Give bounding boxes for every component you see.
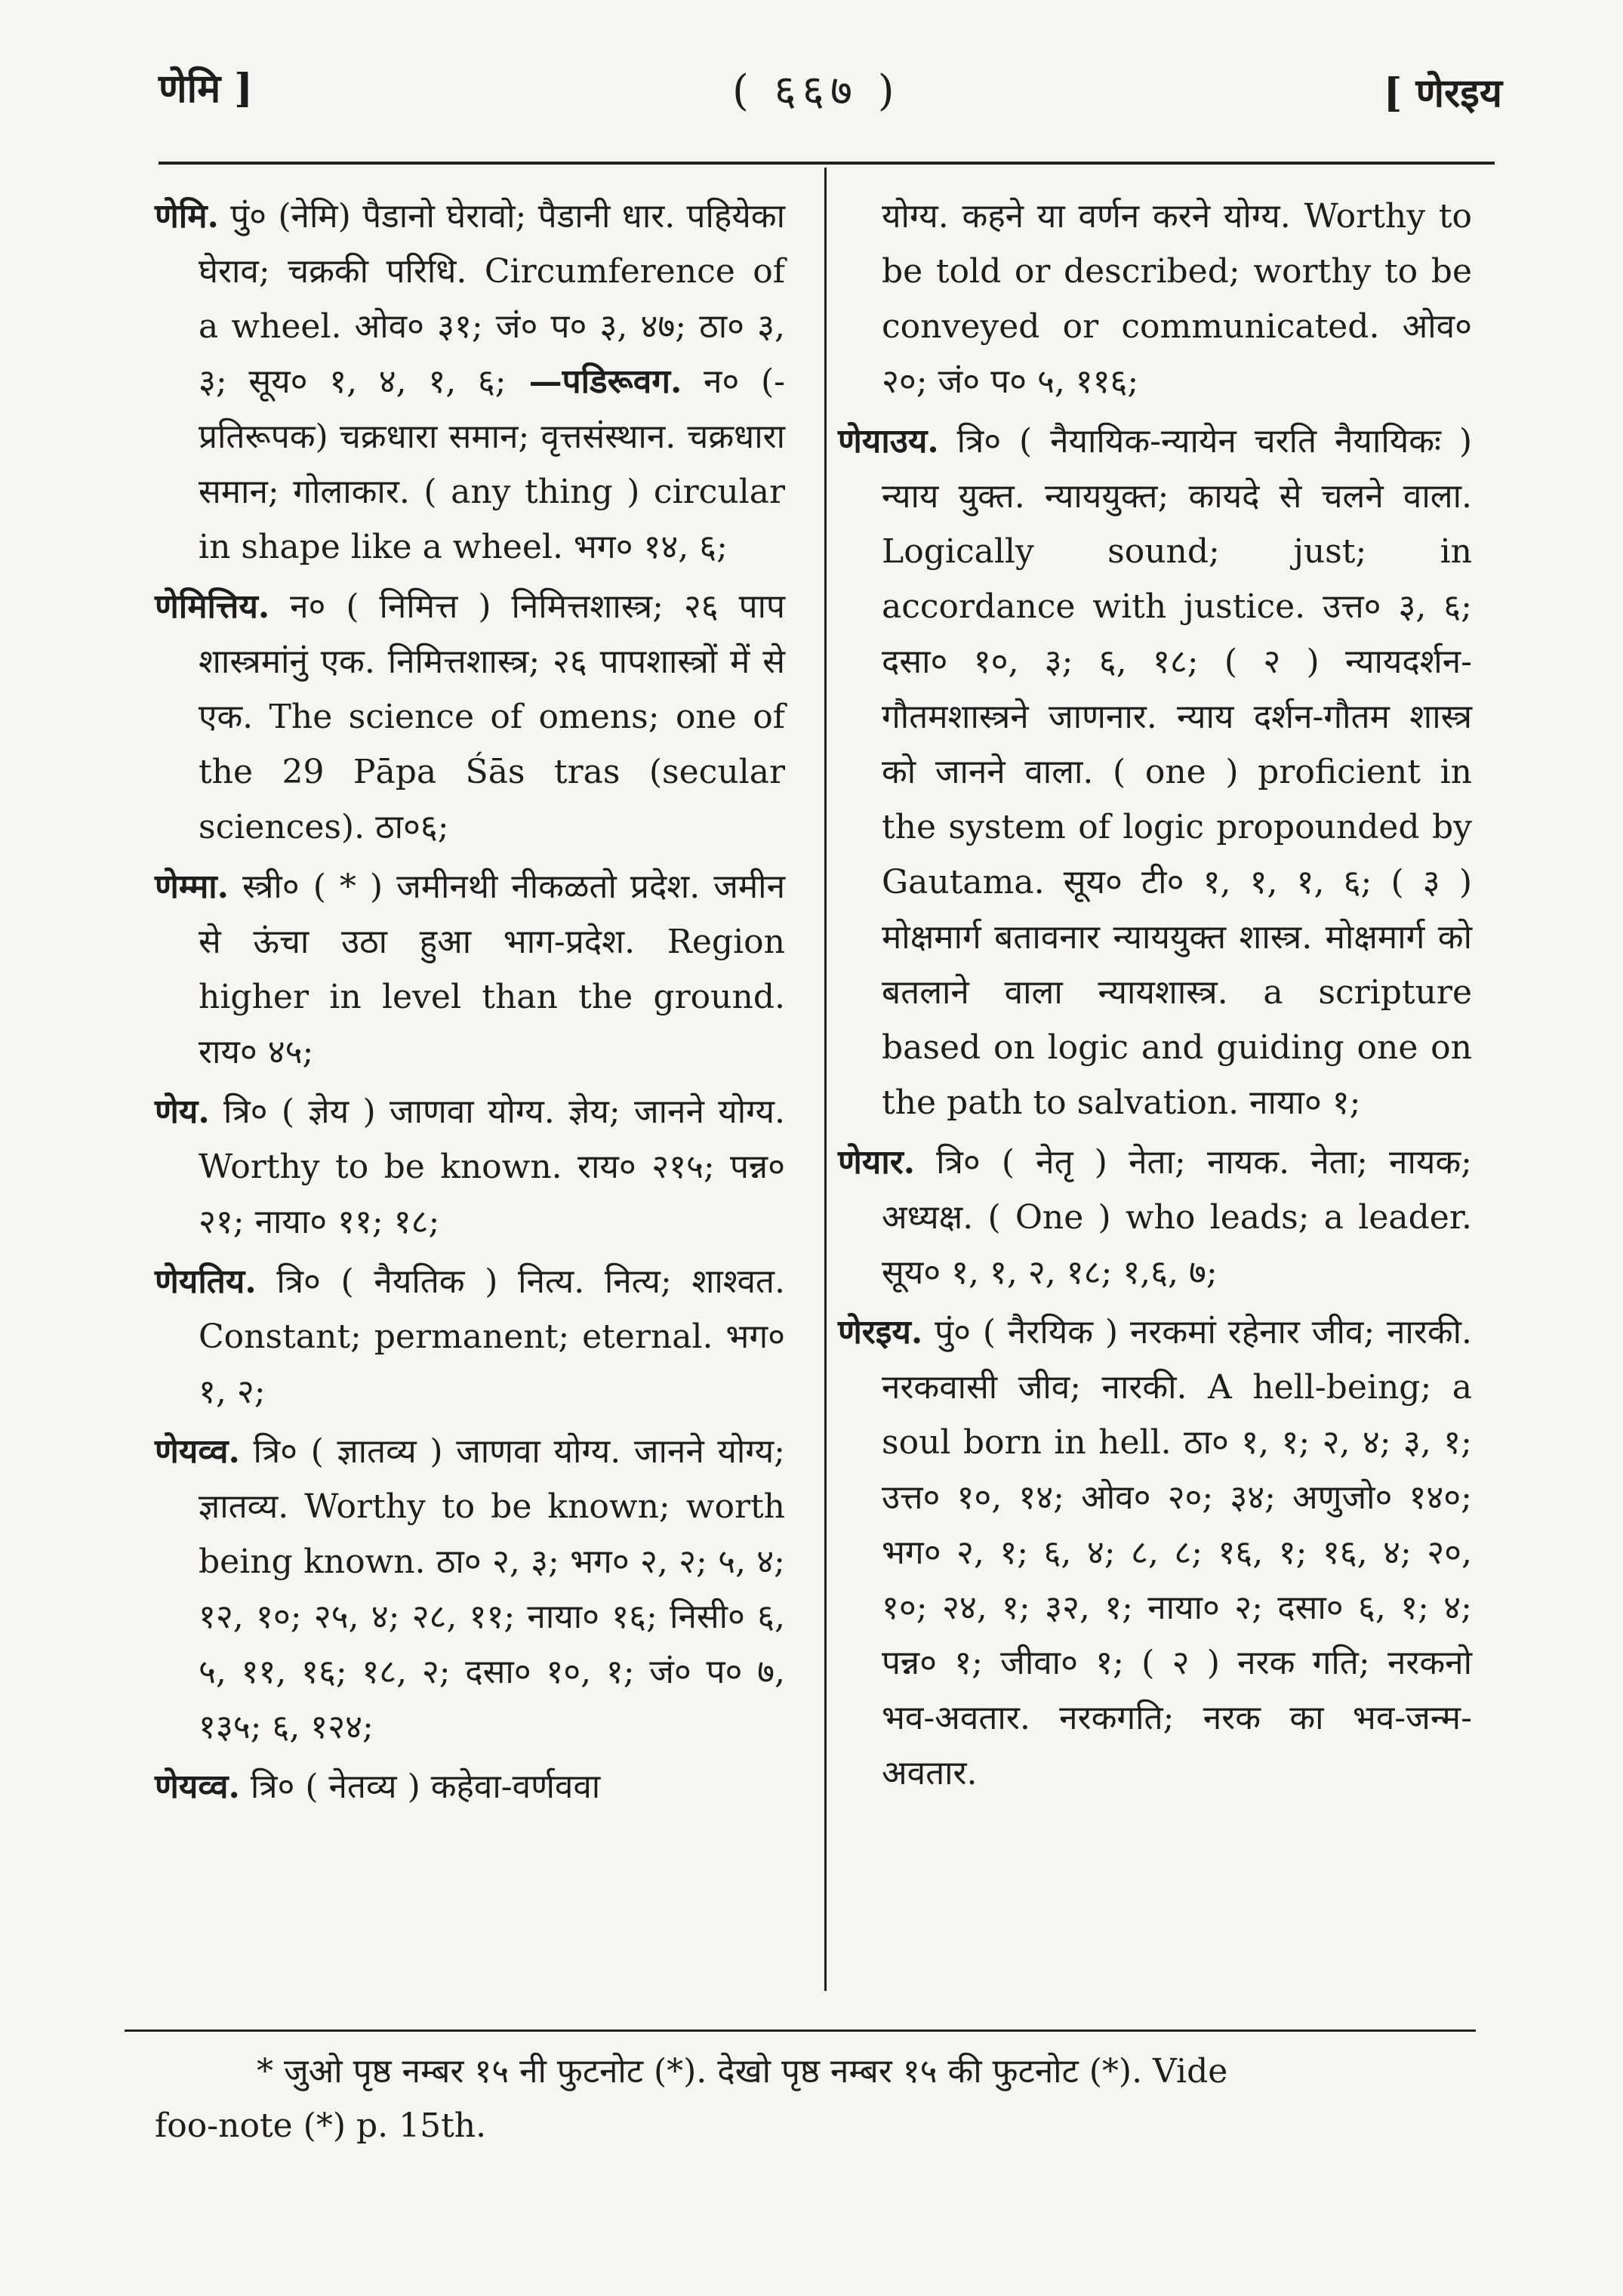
dictionary-entry — [155, 859, 785, 1080]
headword: णेरइय. — [838, 1313, 923, 1351]
entry-definition: पुं० ( नैरयिक ) नरकमां रहेनार जीव; नारकी. नरकवासी जीव; नारकी. A hell-being; a soul born in hell. ठा० १, १; २, ४; ३, १; उत्त० १०, १४; ओव० २०; ३४; अणुजो० १४०; भग० २, १; ६, ४; ८, ८; १६, १; १६, ४; २०, १०; २४, १; ३२, १; नाया० २; दसा० ६, १; ४; पन्न० १; जीवा० १; ( २ ) नरक गति; नरकनो भव-अवतार. नरकगति; नरक का भव-जन्म-अवतार. — [882, 1313, 1472, 1792]
entry-definition: त्रि० ( नेतृ ) नेता; नायक. नेता; नायक; अध्यक्ष. ( One ) who leads; a leader. सूय० १, १, २, १८; १,६, ७; — [882, 1143, 1472, 1292]
page-number: ( ६६७ ) — [732, 66, 901, 116]
headword: णेय. — [155, 1093, 210, 1131]
headword: णेयतिय. — [155, 1262, 257, 1301]
sub-headword: —पडिरूवग. — [506, 362, 682, 401]
entry-definition: त्रि० ( ज्ञेय ) जाणवा योग्य. ज्ञेय; जानने योग्य. Worthy to be known. राय० २१५; पन्न० २१; नाया० ११; १८; — [199, 1093, 785, 1241]
dictionary-entry — [838, 1305, 1472, 1801]
dictionary-entry — [155, 1424, 785, 1755]
footnote-rule — [125, 2029, 1476, 2032]
entry-definition: त्रि० ( नैयतिक ) नित्य. नित्य; शाश्वत. Constant; permanent; eternal. भग० १, २; — [199, 1262, 785, 1411]
entry-definition: न० ( निमित्त ) निमित्तशास्त्र; २६ पाप शास्त्रमांनुं एक. निमित्तशास्त्र; २६ पापशास्त्रों में से एक. The science of omens; one of the 29 Pāpa Śās tras (secular sciences). ठा०६; — [199, 587, 785, 846]
headword: णेयाउय. — [838, 422, 939, 461]
dictionary-entry — [155, 1084, 785, 1250]
dictionary-entry-continued — [838, 189, 1472, 409]
dictionary-entry — [838, 1135, 1472, 1300]
dictionary-entry — [155, 189, 785, 575]
entry-definition: पुं० (नेमि) पैडानो घेरावो; पैडानी धार. पहियेका घेराव; चक्रकी परिधि. Circumference of a wheel. ओव० ३१; जं० प० ३, ४७; ठा० ३, ३; सूय० १, ४, १, ६; — [199, 197, 785, 401]
column-divider — [824, 168, 827, 1991]
footnote-line: foo-note (*) p. 15th. — [155, 2106, 487, 2145]
dictionary-entry — [838, 414, 1472, 1130]
headword: णेमित्तिय. — [155, 587, 270, 626]
header-last-word: [ णेरइय — [1383, 70, 1502, 116]
headword: णेयव्व. — [155, 1767, 240, 1806]
footnote — [155, 2045, 1476, 2153]
entry-definition: स्त्री० ( * ) जमीनथी नीकळतो प्रदेश. जमीन से ऊंचा उठा हुआ भाग-प्रदेश. Region higher in level than the ground. राय० ४५; — [199, 868, 785, 1071]
footnote-line: * जुओ पृष्ठ नम्बर १५ नी फुटनोट (*). देखो पृष्ठ नम्बर १५ की फुटनोट (*). Vide — [257, 2052, 1228, 2091]
dictionary-entry — [155, 1759, 785, 1814]
headword: णेयव्व. — [155, 1432, 240, 1471]
entry-definition: योग्य. कहने या वर्णन करने योग्य. Worthy to be told or described; worthy to be conveyed or communicated. ओव० २०; जं० प० ५, ११६; — [882, 197, 1472, 401]
page-header — [159, 60, 1502, 128]
left-column — [155, 189, 785, 1819]
dictionary-entry — [155, 579, 785, 855]
header-rule — [159, 162, 1495, 165]
entry-definition: त्रि० ( नैयायिक-न्यायेन चरति नैयायिकः ) न्याय युक्त. न्याययुक्त; कायदे से चलने वाला. Logically sound; just; in accordance with justice. उत्त० ३, ६; दसा० १०, ३; ६, १८; ( २ ) न्यायदर्शन-गौतमशास्त्रने जाणनार. न्याय दर्शन-गौतम शास्त्र को जानने वाला. ( one ) proficient in the system of logic propounded by Gautama. सूय० टी० १, १, १, ६; ( ३ ) मोक्षमार्ग बतावनार न्याययुक्त शास्त्र. मोक्षमार्ग को बतलाने वाला न्यायशास्त्र. a scripture based on logic and guiding one on the path to salvation. नाया० १; — [882, 422, 1472, 1122]
entry-definition: त्रि० ( ज्ञातव्य ) जाणवा योग्य. जानने योग्य; ज्ञातव्य. Worthy to be known; worth being known. ठा० २, ३; भग० २, २; ५, ४; १२, १०; २५, ४; २८, ११; नाया० १६; निसी० ६, ५, ११, १६; १८, २; दसा० १०, १; जं० प० ७, १३५; ६, १२४; — [199, 1432, 785, 1746]
sub-definition: न० (-प्रतिरूपक) चक्रधारा समान; वृत्तसंस्थान. चक्रधारा समान; गोलाकार. ( any thing ) circular in shape like a wheel. भग० १४, ६; — [199, 362, 786, 566]
headword: णेम्मा. — [155, 868, 229, 906]
headword: णेमि. — [155, 197, 219, 236]
header-first-word: णेमि ] — [159, 66, 253, 112]
right-column — [838, 189, 1472, 1805]
entry-definition: त्रि० ( नेतव्य ) कहेवा-वर्णववा — [239, 1767, 601, 1806]
dictionary-entry — [155, 1254, 785, 1419]
headword: णेयार. — [838, 1143, 916, 1182]
